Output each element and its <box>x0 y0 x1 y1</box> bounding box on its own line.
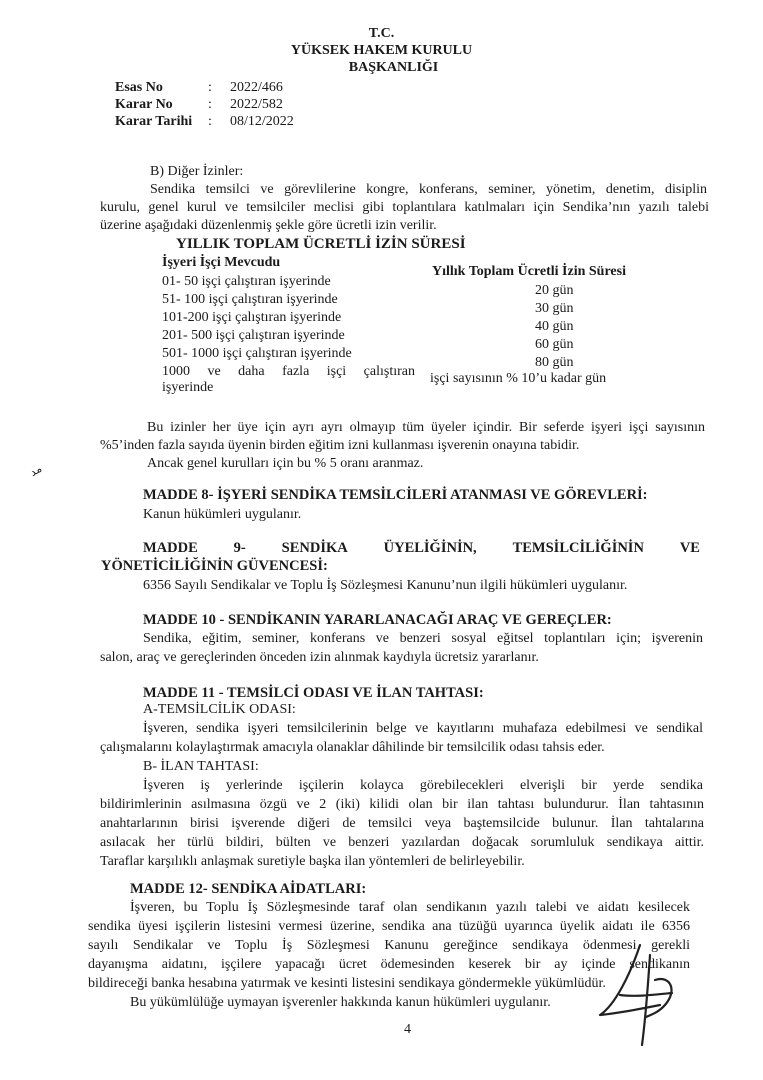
madde12-line: dayanışma aidatını, işçilere yapacağı ücret ödemesinden keserek bir ay içinde sendikanın <box>88 957 690 972</box>
leave-table-days: 40 gün <box>535 319 574 334</box>
leave-table-range: 51- 100 işçi çalıştıran işyerinde <box>162 292 338 307</box>
madde10-line: salon, araç ve gereçlerinden önceden izin alınmak kaydıyla ücretsiz yararlanır. <box>100 650 539 665</box>
madde11-sub-a: A-TEMSİLCİLİK ODASI: <box>143 702 296 717</box>
madde12-line: sayılı Sendikalar ve Toplu İş Sözleşmesi Kanunu gereğince sendikaya ödenmesi gerekli <box>88 938 690 953</box>
madde9-title-word: TEMSİLCİLİĞİNİN <box>512 540 644 556</box>
madde11-title: MADDE 11 - TEMSİLCİ ODASI VE İLAN TAHTASI: <box>143 685 484 701</box>
leave-table-range: 101-200 işçi çalıştıran işyerinde <box>162 310 342 325</box>
page-number: 4 <box>404 1022 411 1037</box>
section-b-note-line: Bu izinler her üye için ayrı ayrı olmayıp tüm üyeler içindir. Bir seferde işyeri işçi sayısının <box>147 420 705 435</box>
madde12-title: MADDE 12- SENDİKA AİDATLARI: <box>130 881 367 897</box>
madde9-text: 6356 Sayılı Sendikalar ve Toplu İş Sözleşmesi Kanunu’nun ilgili hükümleri uygulanır. <box>143 578 628 593</box>
meta-value-date: 08/12/2022 <box>230 114 294 129</box>
madde11-b-line: bildirimlerinin asılmasına özgü ve 2 (iki) kilidi olan bir ilan tahtası bulundurur. İlan tahtasının <box>100 797 704 812</box>
leave-table-days: 20 gün <box>535 283 574 298</box>
meta-key-date: Karar Tarihi <box>115 114 193 129</box>
madde12-line: İşveren, bu Toplu İş Sözleşmesinde taraf olan sendikanın yazılı talebi ve aidatı kesilecek <box>130 900 690 915</box>
section-b-heading: B) Diğer İzinler: <box>150 164 244 179</box>
meta-sep-karar: : <box>208 97 212 112</box>
madde9-title-word: SENDİKA <box>281 540 348 556</box>
madde10-line: Sendika, eğitim, seminer, konferans ve benzeri sosyal eğitsel toplantıları için; işverenin <box>143 631 703 646</box>
meta-key-karar: Karar No <box>115 97 173 112</box>
leave-table-col2-header: Yıllık Toplam Ücretli İzin Süresi <box>432 264 626 279</box>
leave-table-range-last: 1000 ve daha fazla işçi çalıştıran <box>162 364 415 379</box>
madde11-a-line: İşveren, sendika işyeri temsilcilerinin belge ve kayıtlarını muhafaza edebilmesi ve sendikal <box>143 721 703 736</box>
madde8-text: Kanun hükümleri uygulanır. <box>143 507 302 522</box>
margin-initials-icon: مد <box>27 461 45 480</box>
meta-value-karar: 2022/582 <box>230 97 283 112</box>
madde11-a-line: çalışmalarını kolaylaştırmak amacıyla olanaklar dâhilinde bir temsilcilik odası tahsis eder. <box>100 740 605 755</box>
madde9-title <box>143 540 700 557</box>
header-tc: T.C. <box>368 26 395 41</box>
section-b-para-line: üzerine aşağıdaki düzenlenmiş şekle göre ücretli izin verilir. <box>100 218 437 233</box>
meta-key-esas: Esas No <box>115 80 163 95</box>
section-b-para-line: Sendika temsilci ve görevlilerine kongre, konferans, seminer, yönetim, denetim, disiplin <box>150 182 707 197</box>
signature-icon <box>580 935 700 1055</box>
section-b-note-line: Ancak genel kurulları için bu % 5 oranı aranmaz. <box>147 456 424 471</box>
madde8-title: MADDE 8- İŞYERİ SENDİKA TEMSİLCİLERİ ATANMASI VE GÖREVLERİ: <box>143 487 648 503</box>
leave-table-range: 01- 50 işçi çalıştıran işyerinde <box>162 274 331 289</box>
leave-table-title: YILLIK TOPLAM ÜCRETLİ İZİN SÜRESİ <box>176 236 466 252</box>
leave-table-days: 30 gün <box>535 301 574 316</box>
meta-sep-date: : <box>208 114 212 129</box>
madde9-title-word: ÜYELİĞİNİN, <box>383 540 477 556</box>
section-b-para-line: kurulu, genel kurul ve temsilciler meclisi gibi toplantılara katılmaları için Sendika’nın yazılı talebi <box>100 200 709 215</box>
madde11-b-line: Taraflar karşılıklı anlaşmak suretiyle başka ilan yöntemleri de belirleyebilir. <box>100 854 525 869</box>
madde11-b-line: anahtarlarının birisi işverende diğeri de temsilci veya baştemsilcide bulunur. İlan tahtalarına <box>100 816 704 831</box>
meta-value-esas: 2022/466 <box>230 80 283 95</box>
header-presidency: BAŞKANLIĞI <box>348 60 439 75</box>
madde9-title-word: MADDE <box>143 540 198 556</box>
meta-sep-esas: : <box>208 80 212 95</box>
madde12-line: sendika üyesi işçilerin listesini vermesi üzerine, sendika ana tüzüğü uyarınca üyelik aidatı ile 6356 <box>88 919 690 934</box>
leave-table-days: 80 gün <box>535 355 574 370</box>
madde9-title-line2: YÖNETİCİLİĞİNİN GÜVENCESİ: <box>101 558 328 574</box>
leave-table-range: 501- 1000 işçi çalıştıran işyerinde <box>162 346 352 361</box>
madde11-b-line: İşveren iş yerlerinde işçilerin kolayca görebilecekleri elverişli bir yerde sendika <box>143 778 703 793</box>
madde9-title-word: VE <box>679 540 700 556</box>
madde11-b-line: asılacak her türlü bildiri, bülten ve benzeri yazılardan doğacak sorumluluk sendikaya aittir. <box>100 835 704 850</box>
header-institution: YÜKSEK HAKEM KURULU <box>290 43 473 58</box>
leave-table-range: 201- 500 işçi çalıştıran işyerinde <box>162 328 345 343</box>
leave-table-days: 60 gün <box>535 337 574 352</box>
leave-table-range-last-cont: işyerinde <box>162 380 214 395</box>
leave-table-days-last: işçi sayısının % 10’u kadar gün <box>430 371 607 386</box>
madde12-line: Bu yükümlülüğe uymayan işverenler hakkında kanun hükümleri uygulanır. <box>130 995 551 1010</box>
leave-table-col1-header: İşyeri İşçi Mevcudu <box>162 255 281 270</box>
madde11-sub-b: B- İLAN TAHTASI: <box>143 759 259 774</box>
madde10-title: MADDE 10 - SENDİKANIN YARARLANACAĞI ARAÇ VE GEREÇLER: <box>143 612 612 628</box>
section-b-note-line: %5’inden fazla sayıda üyenin birden eğitim izni kullanması işverenin onayına tabidir. <box>100 438 580 453</box>
madde9-title-word: 9- <box>233 540 246 556</box>
madde12-line: bildireceği banka hesabına yatırmak ve kesinti listesini sendikaya göndermekle yükümlüdür. <box>88 976 606 991</box>
